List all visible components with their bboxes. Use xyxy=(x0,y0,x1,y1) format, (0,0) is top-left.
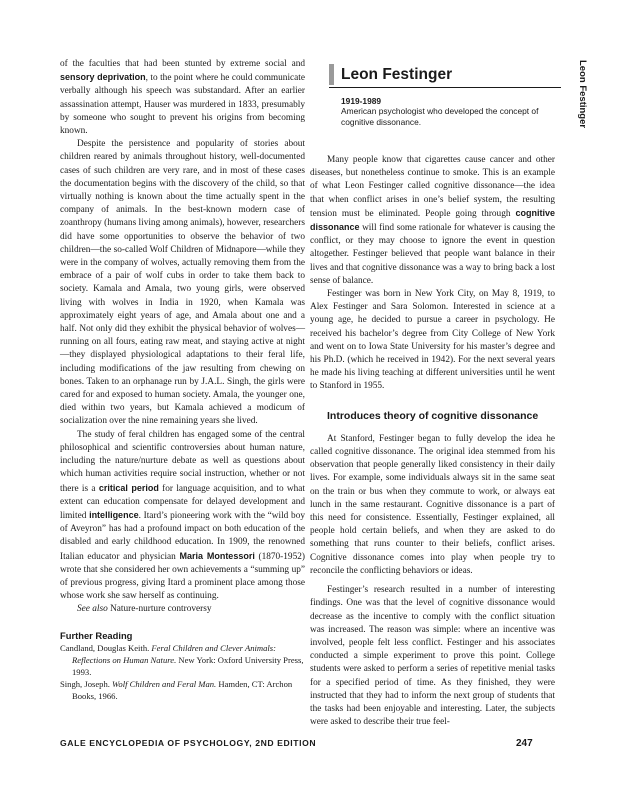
paragraph xyxy=(310,288,555,394)
italic-title: Wolf Children and Feral Man. xyxy=(112,678,217,689)
text-run: of the faculties that had been stunted by extreme social and xyxy=(60,59,305,69)
paragraph xyxy=(60,429,305,604)
further-reading-heading: Further Reading xyxy=(60,629,133,641)
text-run: will find some rationale for whatever is causing the conflict, or they may choose to ignore the event in question altogether. Festinger believed that people want balance in their lives and that cognitive dissonance was a way to bring back a lost sense of balance. xyxy=(310,223,555,286)
side-running-head: Leon Festinger xyxy=(577,60,588,129)
heading-rule xyxy=(329,87,561,88)
text-run: Many people know that cigarettes cause cancer and other diseases, but nonetheless continue to smoke. This is an example of what Leon Festinger called cognitive dissonance—the idea that when conflict arises in one’s belief system, the resulting tension must be eliminated. People going through xyxy=(310,155,555,219)
text-run: The study of feral children has engaged some of the central philosophical and scientific controversies about human nature, including the nature/nurture debate as well as questions about which human activities require social instruction, whether or not there is a xyxy=(60,429,305,494)
paragraph xyxy=(310,584,555,729)
page-number: 247 xyxy=(516,738,533,749)
text-run: Despite the persistence and popularity of stories about children reared by animals throughout history, well-documented cases of such children are very rare, and in most of these cases the documentation begins with the discovery of the child, so that virtually nothing is known about the time actually spent in the company of animals. In the best-known modern case of zoanthropy (humans living among animals), however, researchers did have some opportunities to observe the behavior of two children—the so-called Wolf Children of Midnapore—while they were in the company of wolves, actually removing them from the embrace of a pair of wolf cubs in order to take them back to society. Kamala and Amala, two young girls, were observed living with wolves in India in 1920, when Kamala was approximately eight years of age, and Amala about one and a half. Not only did they exhibit the physical behavior of wolves—running on all fours, eating raw meat, and staying active at night—they displayed physiological adaptations to their feral life, including modifications of the jaw resulting from chewing on bones. Taken to an orphanage run by J.A.L. Singh, the girls were cared for and exposed to human society. Amala, the younger one, died within two years, but Kamala achieved a modicum of socialization over the nine remaining years she lived. xyxy=(60,139,305,427)
paragraph xyxy=(310,433,555,578)
text-run: At Stanford, Festinger began to fully develop the idea he called cognitive dissonance. The original idea stemmed from his observation that people generally liked consistency in their daily lives. For example, some individuals always sit in the same seat on the train or bus when they commute to work, or always eat lunch in the same restaurant. Cognitive dissonance is a part of this need for consistence. Essentially, Festinger explained, all people hold certain beliefs, and when they are asked to do something that runs counter to their beliefs, conflict arises. Cognitive dissonance comes into play when people try to reconcile the conflicting behaviors or ideas. xyxy=(310,433,555,576)
section-subheading: Introduces theory of cognitive dissonance xyxy=(327,409,539,422)
footer-publication: GALE ENCYCLOPEDIA OF PSYCHOLOGY, 2ND EDITION xyxy=(60,738,317,748)
left-column xyxy=(60,58,305,702)
biography-description: American psychologist who developed the concept of cognitive dissonance. xyxy=(341,106,539,127)
paragraph xyxy=(60,58,305,138)
text-run: Candland, Douglas Keith. xyxy=(60,642,152,653)
text-run: Festinger’s research resulted in a number of interesting findings. One was that the level of cognitive dissonance would decrease as the incentive to comply with the conflict situation was increased. The reason was simple: where an incentive was involved, people felt less conflict. Festinger and his associates conducted a simple experiment to prove this point. College students were asked to perform a series of repetitive menial tasks for a specified period of time. As they finished, they were instructed that they had to inform the next group of students that the tasks had been enjoyable and interesting. Later, the subjects were asked to describe their true feel- xyxy=(310,585,555,728)
glossary-term: cognitive dissonance xyxy=(310,207,555,233)
see-also-label: See also xyxy=(77,604,108,615)
reference-item xyxy=(60,642,305,678)
see-also-link[interactable]: Nature-nurture controversy xyxy=(110,604,212,615)
reference-item xyxy=(60,678,305,702)
text-run: (1870-1952) wrote that she considered her own achievements a “summing up” of previous progress, giving Itard a prominent place among those whose work she saw herself as continuing. xyxy=(60,551,305,602)
text-run: New York: Oxford University Press, 1993. xyxy=(72,654,304,677)
biography-years: 1919-1989 xyxy=(341,96,382,106)
text-run: for language acquisition, and to what extent can education compensate for delayed development and limited xyxy=(60,483,305,521)
text-run: . Itard’s pioneering work with the “wild boy of Aveyron” has had a profound impact on both education of the disabled and early childhood education. In 1909, the renowned Italian educator and physician xyxy=(60,510,305,562)
paragraph xyxy=(310,154,555,288)
glossary-term: intelligence xyxy=(89,509,139,520)
glossary-term: sensory deprivation xyxy=(60,72,146,83)
glossary-term: Maria Montessori xyxy=(179,550,255,561)
text-run: , to the point where he could communicate verbally although his speech was substandard. After an earlier assassination attempt, Hauser was murdered in 1833, presumably by someone who sought to prevent his origins from becoming known. xyxy=(60,73,306,137)
biography-name: Leon Festinger xyxy=(341,66,453,83)
text-run: Hamden, CT: Archon Books, 1966. xyxy=(72,678,293,701)
heading-bar xyxy=(329,64,334,85)
italic-title: Feral Children and Clever Animals: Reflections on Human Nature. xyxy=(72,642,277,665)
text-run: Festinger was born in New York City, on May 8, 1919, to Alex Festinger and Sara Solomon. Interested in science at a young age, he decided to pursue a career in psychology. He received his bachelor’s degree from City College of New York and went on to Iowa State University for his master’s degree and his Ph.D. (which he received in 1942). For the next several years he made his living teaching at different universities until he went to Stanford in 1955. xyxy=(310,289,555,392)
right-column xyxy=(310,154,555,729)
see-also xyxy=(60,603,305,616)
text-run: Singh, Joseph. xyxy=(60,678,113,689)
paragraph xyxy=(60,138,305,428)
glossary-term: critical period xyxy=(98,482,159,493)
